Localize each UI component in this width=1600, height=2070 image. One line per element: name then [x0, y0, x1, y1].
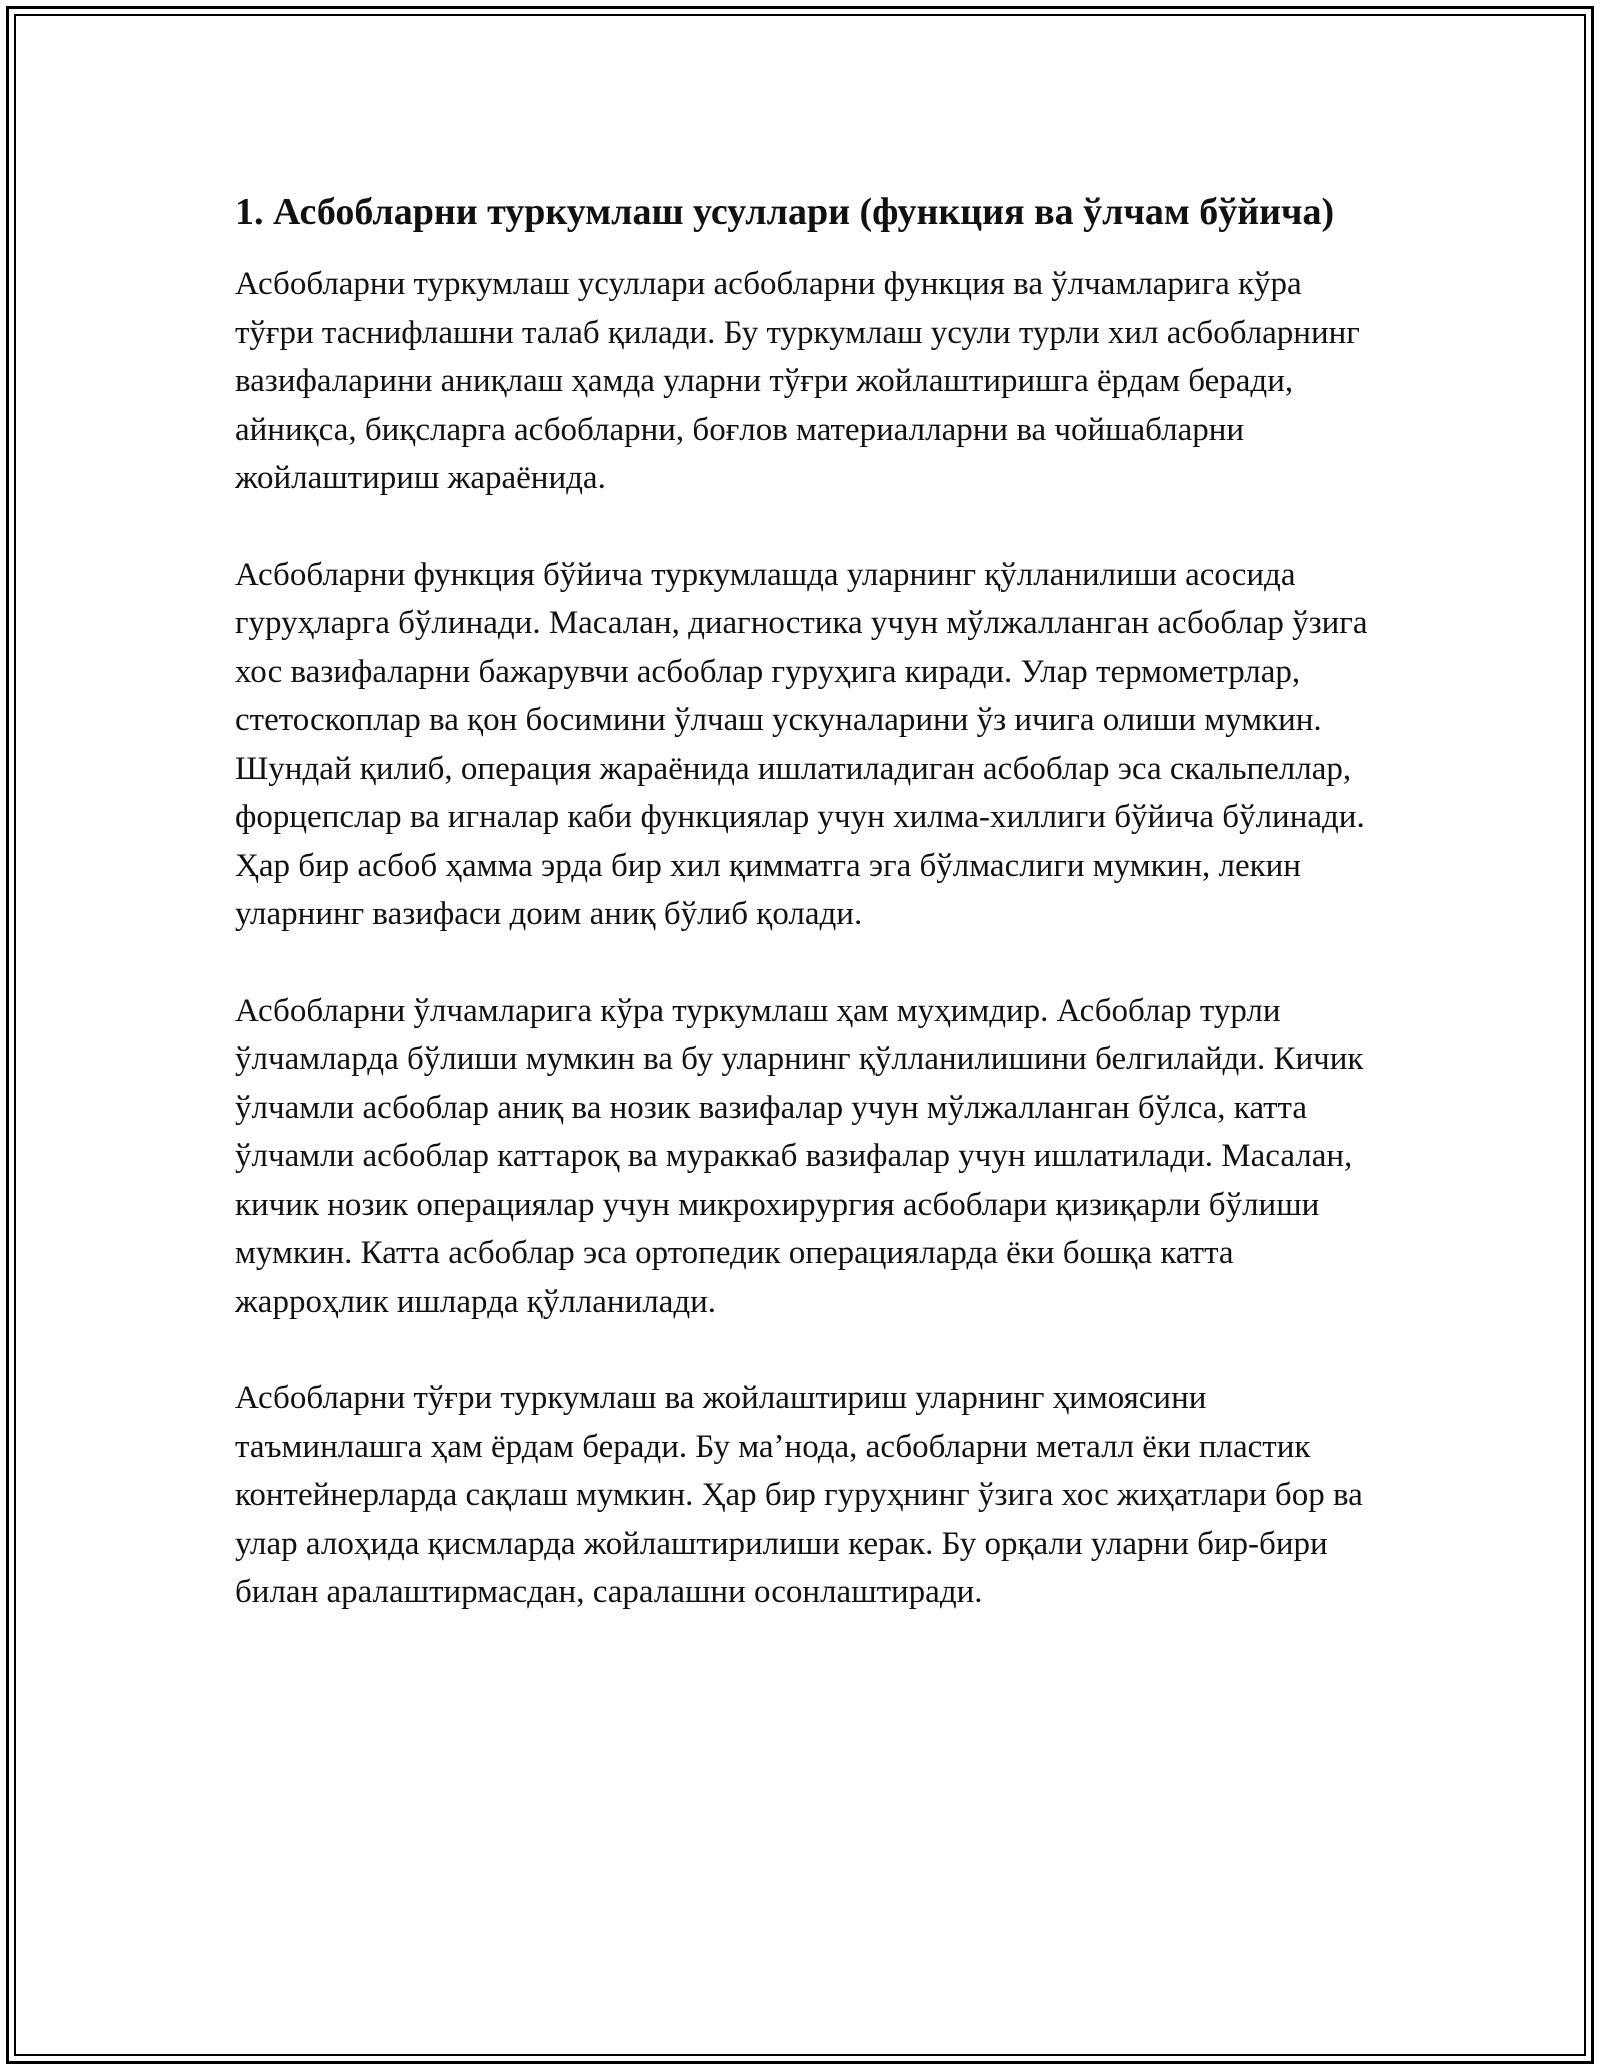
- section-heading: 1. Асбобларни туркумлаш усуллари (функция ва ўлчам бўйича): [235, 191, 1335, 233]
- paragraph-size: Асбобларни ўлчамларига кўра туркумлаш ҳам муҳимдир. Асбоблар турли ўлчамларда бўлиши мумкин ва бу уларнинг қўлланилишини белгилайди. Кичик ўлчамли асбоблар аниқ ва нозик вазифалар учун мўлжалланган бўлса, катта ўлчамли асбоблар каттароқ ва мураккаб вазифалар учун ишлатилади. Масалан, кичик нозик операциялар учун микрохирургия асбоблари қизиқарли бўлиши мумкин. Катта асбоблар эса ортопедик операцияларда ёки бошқа катта жарроҳлик ишларда қўлланилади.: [235, 992, 1364, 1320]
- paragraph-storage: Асбобларни тўғри туркумлаш ва жойлаштириш уларнинг ҳимоясини таъминлашга ҳам ёрдам беради. Бу маʼнода, асбобларни металл ёки пластик контейнерларда сақлаш мумкин. Ҳар бир гуруҳнинг ўзига хос жиҳатлари бор ва улар алоҳида қисмларда жойлаштирилиши керак. Бу орқали уларни бир-бири билан аралаштирмасдан, саралашни осонлаштиради.: [235, 1380, 1363, 1610]
- document-body: [235, 188, 1385, 1665]
- paragraph-function: Асбобларни функция бўйича туркумлашда уларнинг қўлланилиши асосида гуруҳларга бўлинади. Масалан, диагностика учун мўлжалланган асбоблар ўзига хос вазифаларни бажарувчи асбоблар гуруҳига киради. Улар термометрлар, стетоскоплар ва қон босимини ўлчаш ускуналарини ўз ичига олиши мумкин. Шундай қилиб, операция жараёнида ишлатиладиган асбоблар эса скальпеллар, форцепслар ва игналар каби функциялар учун хилма-хиллиги бўйича бўлинади. Ҳар бир асбоб ҳамма эрда бир хил қимматга эга бўлмаслиги мумкин, лекин уларнинг вазифаси доим аниқ бўлиб қолади.: [235, 556, 1368, 932]
- paragraph-intro: Асбобларни туркумлаш усуллари асбобларни функция ва ўлчамларига кўра тўғри таснифлашни талаб қилади. Бу туркумлаш усули турли хил асбобларнинг вазифаларини аниқлаш ҳамда уларни тўғри жойлаштиришга ёрдам беради, айниқса, биқсларга асбобларни, боғлов материалларни ва чойшабларни жойлаштириш жараёнида.: [235, 266, 1360, 496]
